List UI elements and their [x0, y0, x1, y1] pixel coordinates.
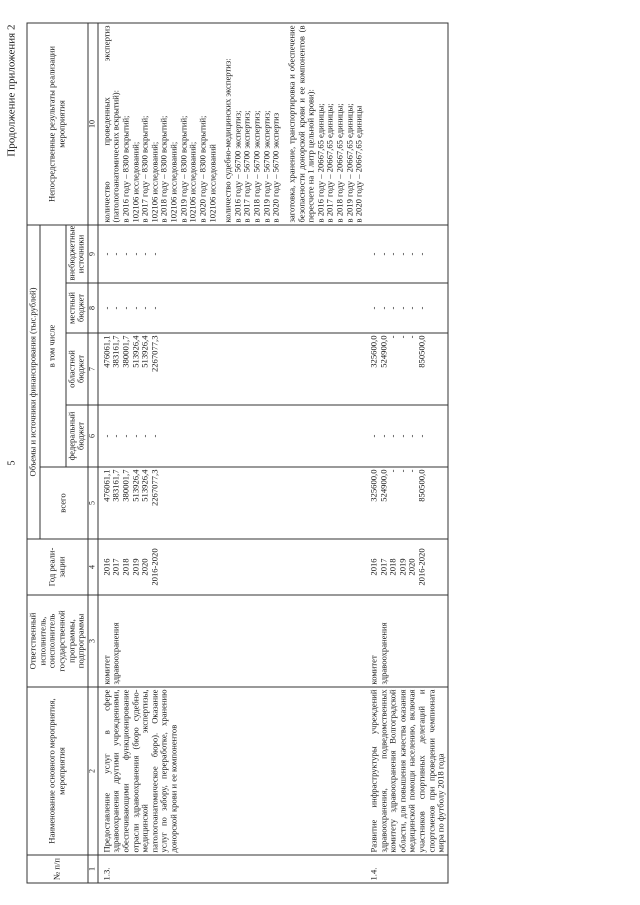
year-value: 2016-2020: [148, 547, 159, 586]
row-federal-cell: [97, 405, 365, 467]
row-num: 1.4.: [365, 855, 448, 883]
regional-value: 325600,0: [367, 335, 378, 368]
col-index-10: 10: [87, 22, 97, 224]
extra-value: -: [100, 252, 111, 255]
regional-value: 524900,0: [377, 335, 388, 368]
extra-value: -: [119, 252, 130, 255]
result-line: в 2016 году – 8300 вскрытий;: [119, 115, 130, 222]
total-value: 513926,4: [139, 469, 150, 502]
program-table: [26, 22, 448, 883]
header-regional: областной бюджет: [65, 333, 87, 405]
row-total-cell: [365, 467, 448, 539]
extra-value: -: [396, 252, 407, 255]
row-regional-cell: [365, 333, 448, 405]
result-line: в 2019 году – 8300 вскрытий;: [177, 115, 188, 222]
result-line: в 2020 году – 56700 экспертиз: [270, 112, 281, 222]
extra-value: -: [387, 252, 398, 255]
row-results: [365, 22, 448, 224]
federal-value: -: [377, 434, 388, 437]
year-value: 2018: [387, 557, 398, 576]
col-index-4: 4: [87, 539, 97, 595]
extra-value: -: [367, 252, 378, 255]
total-value: -: [406, 469, 417, 472]
year-value: 2016-2020: [416, 547, 427, 586]
year-value: 2016: [100, 557, 111, 576]
row-num: 1.3.: [97, 855, 365, 883]
federal-value: -: [139, 434, 150, 437]
extra-value: -: [377, 252, 388, 255]
row-local-cell: [97, 283, 365, 333]
result-line: 102106 исследований;: [187, 141, 198, 222]
result-line: в 2018 году – 56700 экспертиз;: [251, 109, 262, 222]
result-line: в 2019 году – 20667,65 единицы;: [343, 102, 354, 222]
result-line: в 2016 году – 20667,65 единицы;: [314, 102, 325, 222]
year-value: 2020: [406, 557, 417, 576]
year-value: 2016: [367, 557, 378, 576]
col-index-3: 3: [87, 595, 97, 687]
total-value: 513926,4: [129, 469, 140, 502]
row-total-cell: [97, 467, 365, 539]
federal-value: -: [100, 434, 111, 437]
row-results: [97, 22, 365, 224]
row-name: Предоставление услуг в сфере здравоохранения другими учреждениями, обеспечивающими функционирование отрасли здравоохранения (бюро судебно-медицинской экспертизы, патологоанатомическое бюро). Оказание услуг по забору, переработке, хранению донорской крови и ее компонентов: [97, 687, 365, 855]
row-year-cell: [365, 539, 448, 595]
row-year-cell: [97, 539, 365, 595]
extra-value: -: [148, 252, 159, 255]
federal-value: -: [119, 434, 130, 437]
total-value: 2267077,3: [148, 469, 159, 506]
local-value: -: [406, 306, 417, 309]
result-line: 102106 исследований;: [148, 141, 159, 222]
result-line: 102106 исследований;: [168, 141, 179, 222]
extra-value: -: [139, 252, 150, 255]
row-extra-cell: [365, 224, 448, 282]
col-index-9: 9: [87, 224, 97, 282]
extra-value: -: [110, 252, 121, 255]
local-value: -: [396, 306, 407, 309]
result-line: в 2020 году – 8300 вскрытий;: [196, 115, 207, 222]
header-results: Непосредственные результаты реализации мероприятия: [27, 22, 88, 224]
regional-value: -: [387, 335, 398, 338]
total-value: 383161,7: [110, 469, 121, 502]
result-line: в 2016 году – 56700 экспертиз;: [231, 109, 242, 222]
result-line: количество проведенных экспертиз (патологоанатомических вскрытий):: [100, 24, 121, 222]
col-index-7: 7: [87, 333, 97, 405]
page-number: 5: [6, 460, 17, 465]
result-line: в 2017 году – 56700 экспертиз;: [241, 109, 252, 222]
regional-value: -: [406, 335, 417, 338]
total-value: 476061,1: [100, 469, 111, 502]
total-value: 850500,0: [416, 469, 427, 502]
federal-value: -: [396, 434, 407, 437]
header-local: местный бюджет: [65, 283, 87, 333]
federal-value: -: [367, 434, 378, 437]
federal-value: -: [129, 434, 140, 437]
extra-value: -: [129, 252, 140, 255]
year-value: 2017: [377, 557, 388, 576]
result-line: в 2019 году – 56700 экспертиз;: [260, 109, 271, 222]
row-name: Развитие инфраструктуры учреждений здравоохранения, подведомственных комитету здравоохранения Волгоградской области, для повышения качества оказания медицинской помощи населению, включая участников спортивных делегаций и спортсменов при проведении чемпионата мира по футболу 2018 года: [365, 687, 448, 855]
regional-value: 513926,4: [139, 335, 150, 368]
year-value: 2020: [139, 557, 150, 576]
local-value: -: [387, 306, 398, 309]
row-regional-cell: [97, 333, 365, 405]
local-value: -: [377, 306, 388, 309]
col-index-8: 8: [87, 283, 97, 333]
result-line: количество судебно-медицинских экспертиз:: [222, 57, 233, 222]
federal-value: -: [148, 434, 159, 437]
row-executor: комитет здравоохранения: [97, 595, 365, 687]
header-total: всего: [39, 467, 87, 539]
result-line: в 2018 году – 8300 вскрытий;: [158, 115, 169, 222]
regional-value: 380001,7: [119, 335, 130, 368]
extra-value: -: [416, 252, 427, 255]
row-extra-cell: [97, 224, 365, 282]
regional-value: 2267077,3: [148, 335, 159, 372]
year-value: 2019: [396, 557, 407, 576]
table-row: [365, 22, 448, 882]
year-value: 2018: [119, 557, 130, 576]
table-row: [97, 22, 365, 882]
header-num: № п/п: [27, 855, 88, 883]
regional-value: 850500,0: [416, 335, 427, 368]
row-federal-cell: [365, 405, 448, 467]
header-incl: в том числе: [39, 224, 65, 466]
total-value: 524900,0: [377, 469, 388, 502]
local-value: -: [119, 306, 130, 309]
local-value: -: [129, 306, 140, 309]
regional-value: 383161,7: [110, 335, 121, 368]
extra-value: -: [406, 252, 417, 255]
col-index-1: 1: [87, 855, 97, 883]
header-executor: Ответственный исполнитель, соисполнитель государственной программы, подпрограммы: [27, 595, 88, 687]
result-line: в 2017 году – 20667,65 единицы;: [324, 102, 335, 222]
appendix-label: Продолжение приложения 2: [5, 24, 17, 157]
header-year: Год реали-зации: [27, 539, 88, 595]
regional-value: 513926,4: [129, 335, 140, 368]
federal-value: -: [110, 434, 121, 437]
header-extra: внебюджетные источники: [65, 224, 87, 282]
federal-value: -: [387, 434, 398, 437]
total-value: -: [387, 469, 398, 472]
result-line: в 2017 году – 8300 вскрытий;: [139, 115, 150, 222]
local-value: -: [139, 306, 150, 309]
local-value: -: [367, 306, 378, 309]
total-value: 325600,0: [367, 469, 378, 502]
local-value: -: [416, 306, 427, 309]
year-value: 2019: [129, 557, 140, 576]
result-line: 102106 исследований: [206, 143, 217, 222]
result-line: в 2020 году – 20667,65 единицы: [353, 105, 364, 222]
row-local-cell: [365, 283, 448, 333]
col-index-6: 6: [87, 405, 97, 467]
federal-value: -: [416, 434, 427, 437]
header-financing: Объемы и источники финансирования (тыс.рублей): [27, 224, 40, 538]
federal-value: -: [406, 434, 417, 437]
result-line: в 2018 году – 20667,65 единицы;: [334, 102, 345, 222]
col-index-5: 5: [87, 467, 97, 539]
total-value: -: [396, 469, 407, 472]
regional-value: 476061,1: [100, 335, 111, 368]
local-value: -: [100, 306, 111, 309]
col-index-2: 2: [87, 687, 97, 855]
header-name: Наименование основного мероприятия, мероприятия: [27, 687, 88, 855]
total-value: 380001,7: [119, 469, 130, 502]
result-line: заготовка, хранение, транспортировка и обеспечение безопасности донорской крови и ее компонентов (в пересчете на 1 литр цельной крови):: [285, 24, 316, 222]
result-line: 102106 исследований;: [129, 141, 140, 222]
year-value: 2017: [110, 557, 121, 576]
regional-value: -: [396, 335, 407, 338]
local-value: -: [148, 306, 159, 309]
row-executor: комитет здравоохранения: [365, 595, 448, 687]
local-value: -: [110, 306, 121, 309]
header-federal: федеральный бюджет: [65, 405, 87, 467]
